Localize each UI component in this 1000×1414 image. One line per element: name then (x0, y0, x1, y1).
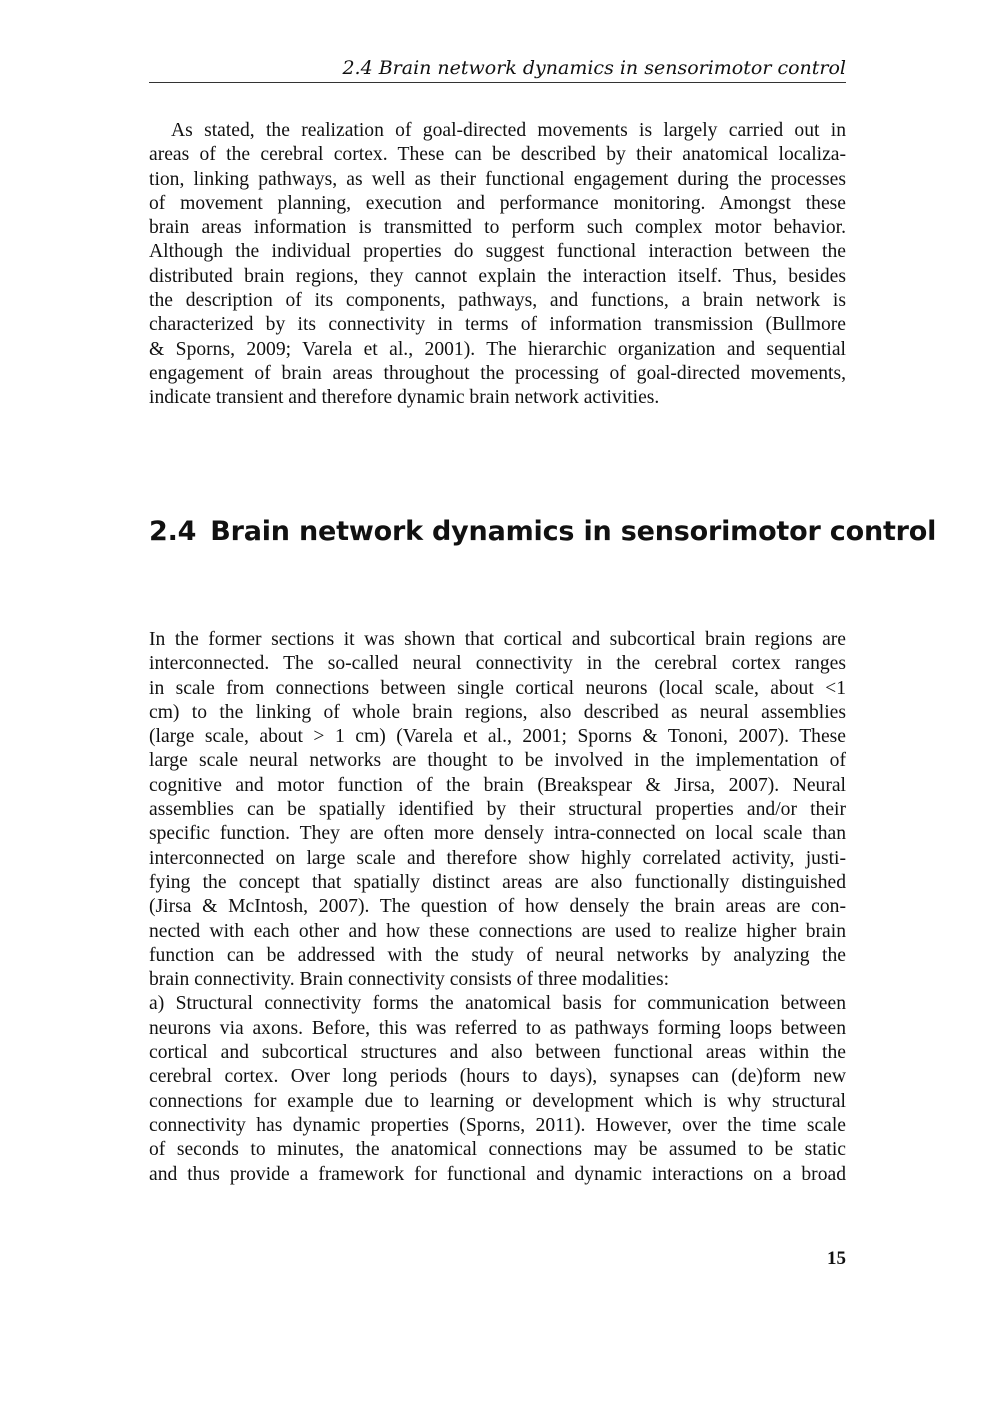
section-number: 2.4 (149, 516, 197, 547)
text-line: function can be addressed with the study of neural networks by analyzing the (149, 944, 846, 966)
text-line: large scale neural networks are thought to be involved in the implementation of (149, 750, 846, 772)
page-number: 15 (827, 1248, 846, 1269)
text-line: cm) to the linking of whole brain regions, also described as neural assemblies (149, 701, 846, 723)
text-line: indicate transient and therefore dynamic brain network activities. (149, 387, 660, 409)
text-line: As stated, the realization of goal-directed movements is largely carried out in (171, 120, 846, 141)
section-title: Brain network dynamics in sensorimotor control (210, 516, 937, 547)
text-line: cortical and subcortical structures and also between functional areas within the (149, 1042, 846, 1064)
text-line: nected with each other and how these connections are used to realize higher brain (149, 920, 846, 942)
text-line: and thus provide a framework for functional and dynamic interactions on a broad (149, 1163, 846, 1185)
running-header: 2.4 Brain network dynamics in sensorimotor control (149, 54, 846, 83)
text-line: areas of the cerebral cortex. These can be described by their anatomical localiza- (149, 144, 846, 166)
text-line: engagement of brain areas throughout the processing of goal-directed movements, (149, 362, 846, 384)
text-line: in scale from connections between single cortical neurons (local scale, about <1 (149, 677, 846, 699)
text-line: (Jirsa & McIntosh, 2007). The question of how densely the brain areas are con- (149, 896, 846, 918)
text-line: fying the concept that spatially distinct areas are also functionally distinguished (149, 871, 846, 893)
text-line: distributed brain regions, they cannot explain the interaction itself. Thus, besides (149, 265, 846, 287)
text-line: interconnected. The so-called neural connectivity in the cerebral cortex ranges (149, 653, 846, 675)
text-line: interconnected on large scale and therefore show highly correlated activity, justi- (149, 847, 846, 869)
text-line: neurons via axons. Before, this was referred to as pathways forming loops between (149, 1017, 846, 1039)
section-heading (149, 511, 937, 553)
text-line: (large scale, about > 1 cm) (Varela et al., 2001; Sporns & Tononi, 2007). These (149, 726, 846, 748)
text-line: Although the individual properties do suggest functional interaction between the (149, 241, 846, 263)
text-line: assemblies can be spatially identified by their structural properties and/or their (149, 799, 846, 821)
text-line: cognitive and motor function of the brain (Breakspear & Jirsa, 2007). Neural (149, 774, 846, 796)
text-line: connectivity has dynamic properties (Sporns, 2011). However, over the time scale (149, 1114, 846, 1136)
text-line: & Sporns, 2009; Varela et al., 2001). The hierarchic organization and sequential (149, 338, 846, 360)
text-line: of seconds to minutes, the anatomical connections may be assumed to be static (149, 1139, 846, 1161)
text-line: the description of its components, pathways, and functions, a brain network is (149, 290, 846, 312)
text-line: brain areas information is transmitted to perform such complex motor behavior. (149, 217, 846, 239)
text-line: specific function. They are often more densely intra-connected on local scale than (149, 823, 846, 845)
text-line: brain connectivity. Brain connectivity consists of three modalities: (149, 969, 670, 991)
body-paragraph (149, 628, 846, 1187)
text-line: cerebral cortex. Over long periods (hours to days), synapses can (de)form new (149, 1066, 846, 1088)
intro-paragraph (149, 119, 846, 411)
text-line: of movement planning, execution and performance monitoring. Amongst these (149, 192, 846, 214)
text-line: tion, linking pathways, as well as their functional engagement during the processes (149, 168, 846, 190)
text-line: connections for example due to learning or development which is why structural (149, 1090, 846, 1112)
text-line: a) Structural connectivity forms the anatomical basis for communication between (149, 993, 846, 1015)
text-line: In the former sections it was shown that cortical and subcortical brain regions are (149, 629, 846, 650)
text-line: characterized by its connectivity in terms of information transmission (Bullmore (149, 314, 846, 336)
